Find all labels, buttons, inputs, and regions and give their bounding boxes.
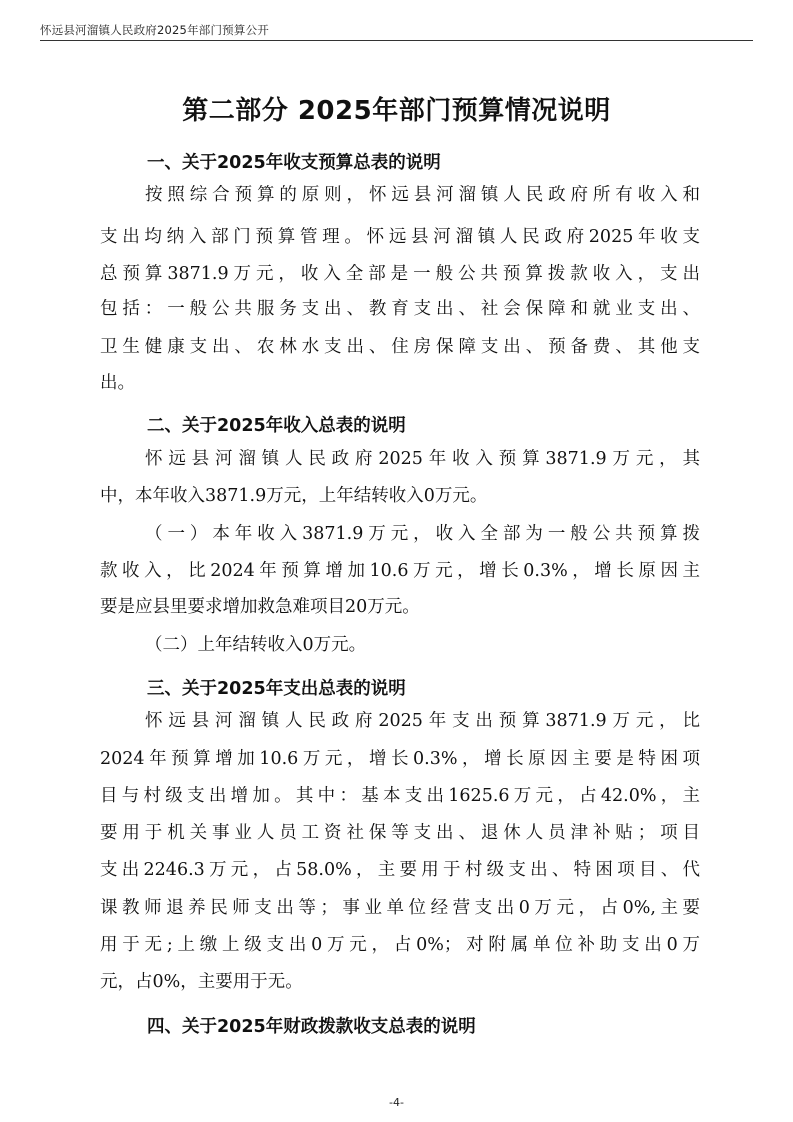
paragraph-line: 包括：一般公共服务支出、教育支出、社会保障和就业支出、 xyxy=(100,299,700,319)
header-rule xyxy=(40,40,753,41)
paragraph-line: 要用于机关事业人员工资社保等支出、退休人员津补贴；项目 xyxy=(100,823,700,843)
page-number: -4- xyxy=(389,1096,404,1109)
paragraph-line: 怀远县河溜镇人民政府2025年收入预算3871.9万元，其 xyxy=(145,449,700,469)
paragraph-line: （二）上年结转收入0万元。 xyxy=(145,635,367,655)
running-header: 怀远县河溜镇人民政府2025年部门预算公开 xyxy=(40,23,269,37)
section-heading: 四、关于2025年财政拨款收支总表的说明 xyxy=(147,1017,476,1037)
paragraph-line: 2024年预算增加10.6万元，增长0.3%，增长原因主要是特困项 xyxy=(100,749,700,769)
section-heading: 三、关于2025年支出总表的说明 xyxy=(147,679,406,699)
paragraph-line: 支出2246.3万元，占58.0%，主要用于村级支出、特困项目、代 xyxy=(100,860,700,880)
paragraph-line: 卫生健康支出、农林水支出、住房保障支出、预备费、其他支 xyxy=(100,337,700,357)
paragraph-line: 总预算3871.9万元，收入全部是一般公共预算拨款收入，支出 xyxy=(100,264,700,284)
page-title: 第二部分 2025年部门预算情况说明 xyxy=(182,96,611,126)
section-heading: 二、关于2025年收入总表的说明 xyxy=(147,416,406,436)
paragraph-line: （一）本年收入3871.9万元，收入全部为一般公共预算拨 xyxy=(145,524,700,544)
paragraph-line: 目与村级支出增加。其中：基本支出1625.6万元，占42.0%，主 xyxy=(100,786,700,806)
paragraph-line: 要是应县里要求增加救急难项目20万元。 xyxy=(100,597,420,617)
paragraph-line: 课教师退养民师支出等；事业单位经营支出0万元，占0%,主要 xyxy=(100,898,700,918)
paragraph-line: 出。 xyxy=(100,373,135,393)
paragraph-line: 怀远县河溜镇人民政府2025年支出预算3871.9万元，比 xyxy=(145,711,700,731)
section-heading: 一、关于2025年收支预算总表的说明 xyxy=(147,153,441,173)
paragraph-line: 支出均纳入部门预算管理。怀远县河溜镇人民政府2025年收支 xyxy=(100,227,700,247)
paragraph-line: 用于无;上缴上级支出0万元，占0%；对附属单位补助支出0万 xyxy=(100,935,700,955)
paragraph-line: 按照综合预算的原则，怀远县河溜镇人民政府所有收入和 xyxy=(145,185,700,205)
paragraph-line: 元，占0%，主要用于无。 xyxy=(100,972,303,992)
paragraph-line: 中，本年收入3871.9万元，上年结转收入0万元。 xyxy=(100,486,488,506)
paragraph-line: 款收入，比2024年预算增加10.6万元，增长0.3%，增长原因主 xyxy=(100,561,700,581)
